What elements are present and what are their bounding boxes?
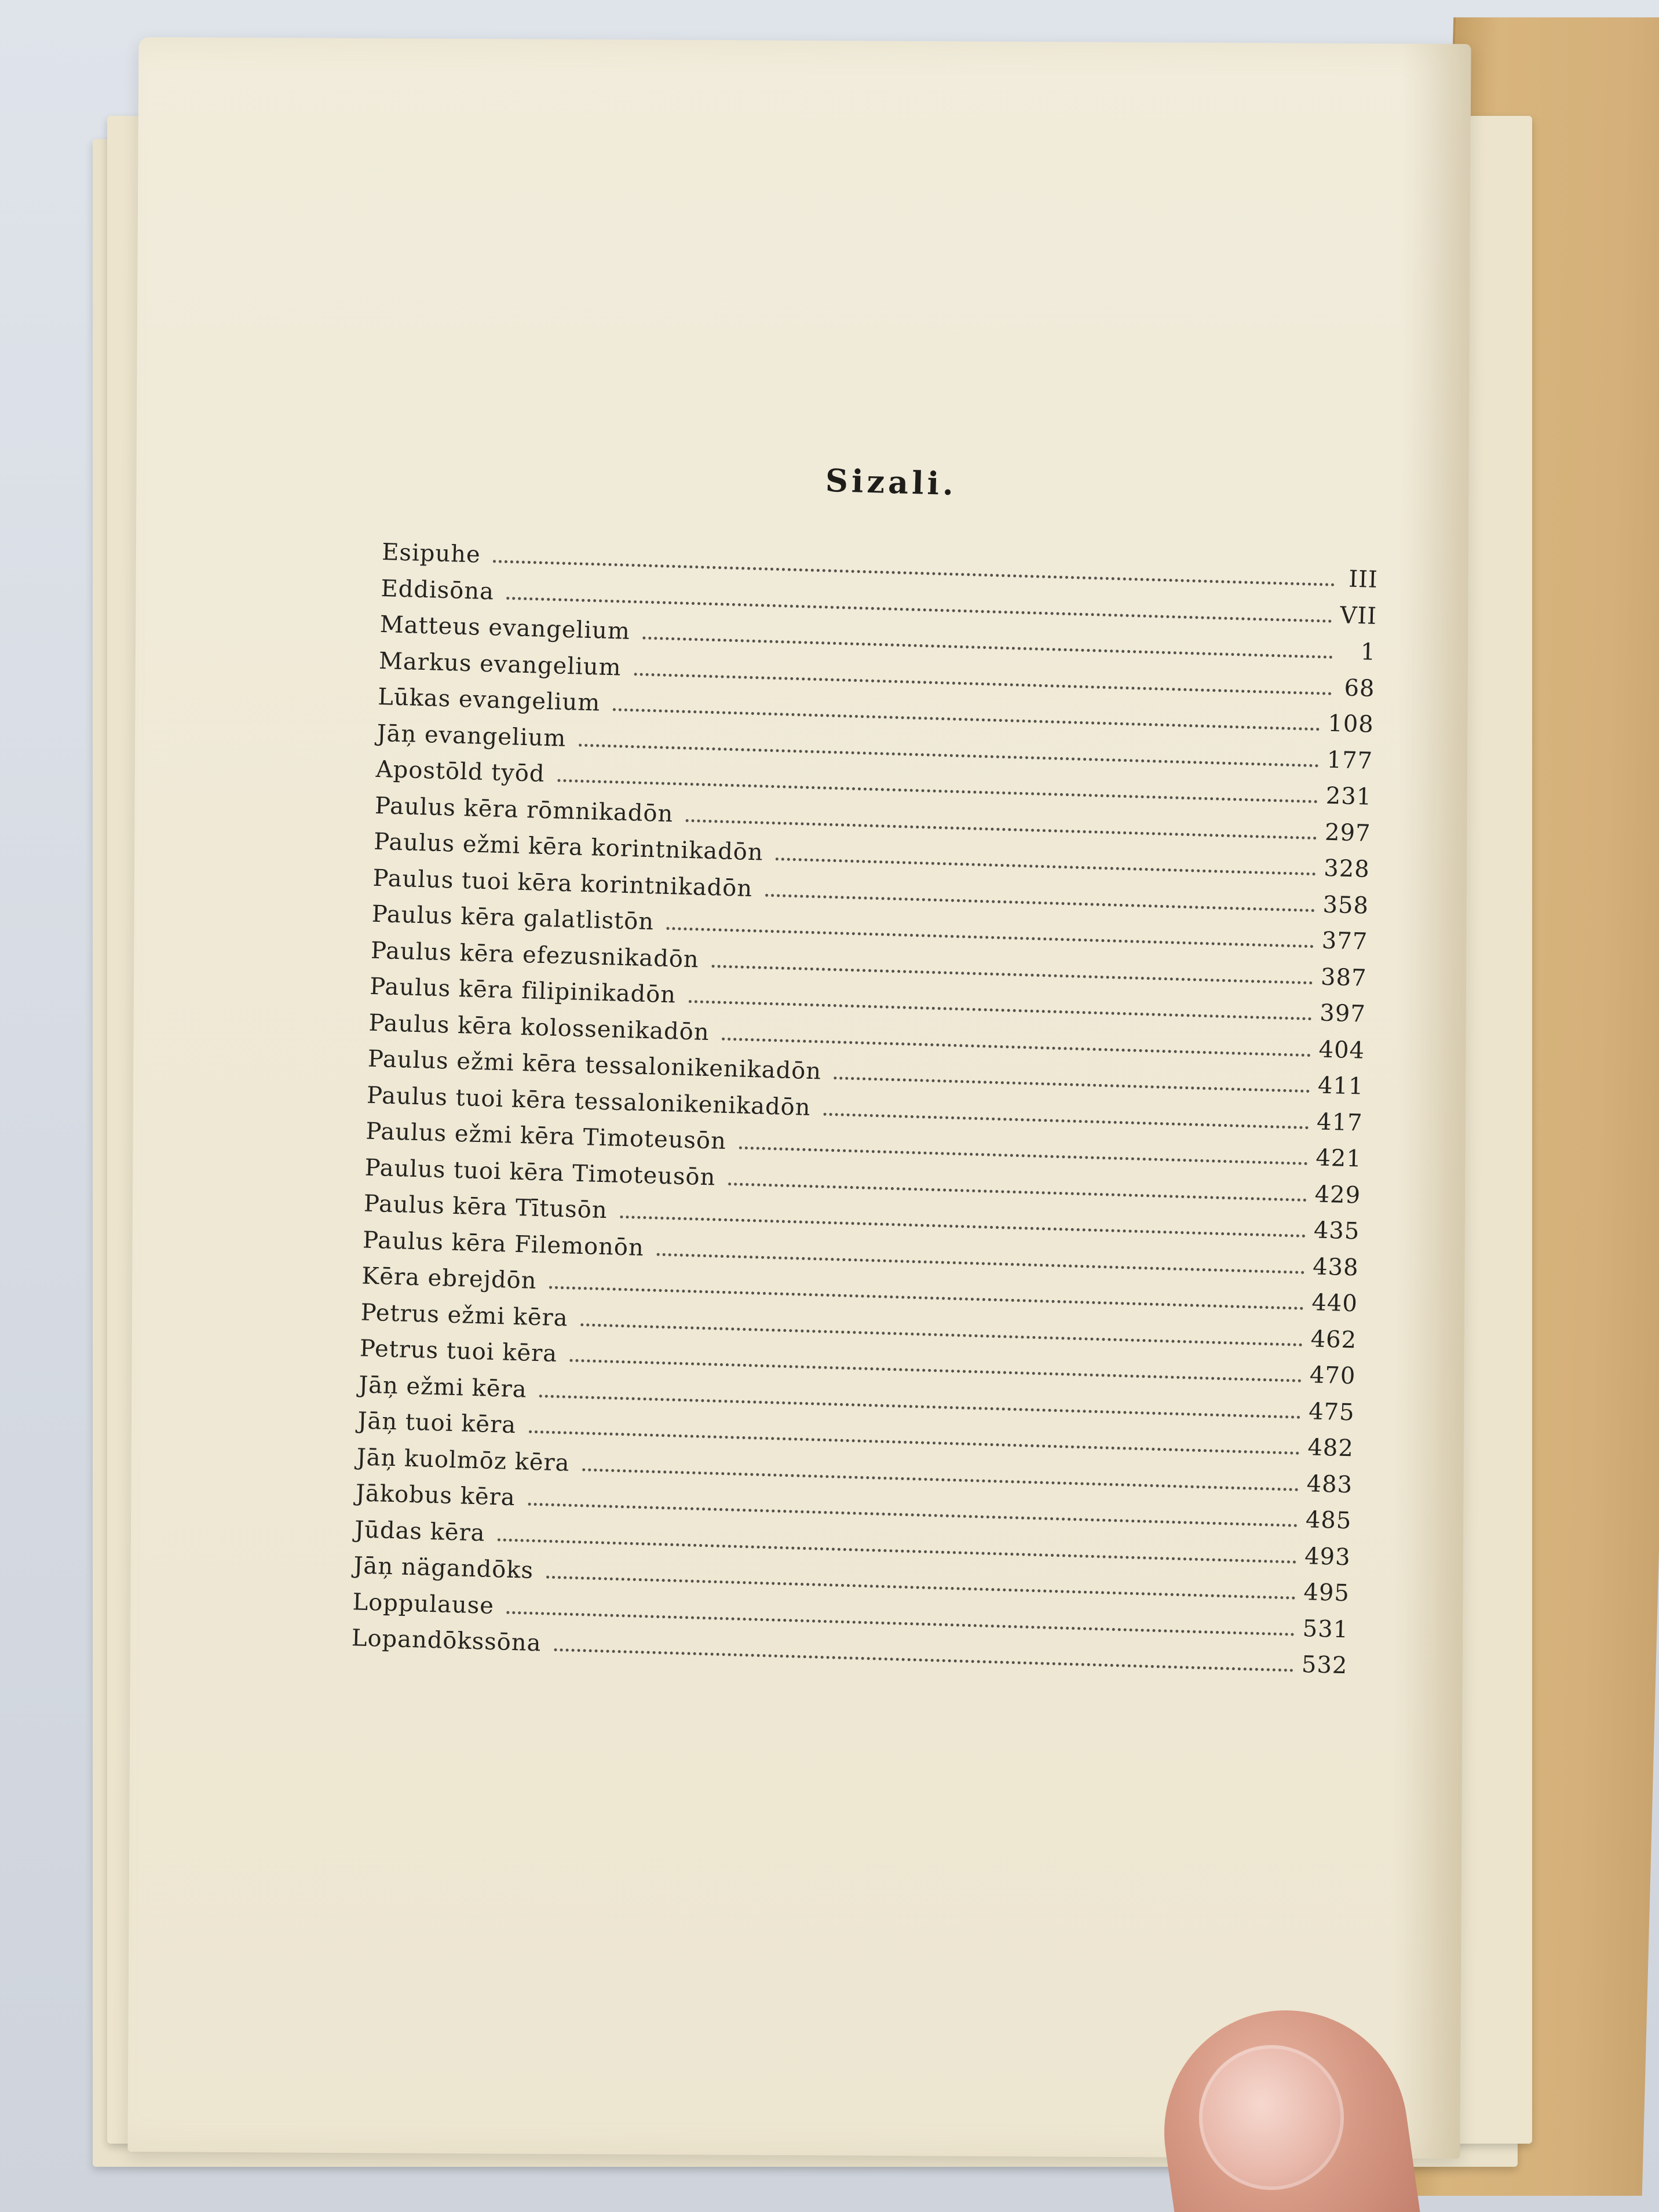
toc-entry-page: 297 (1324, 819, 1372, 847)
toc-entry-page: 532 (1301, 1651, 1348, 1680)
toc-entry-page: 475 (1308, 1397, 1355, 1426)
toc-entry-page: 438 (1312, 1253, 1360, 1282)
toc-entry-title: Eddisōna (380, 575, 495, 605)
dot-leader (557, 779, 1318, 804)
toc-entry-title: Paulus ežmi kēra Timoteusōn (365, 1118, 727, 1155)
toc-entry-page: 485 (1305, 1506, 1352, 1535)
toc-entry-page: 440 (1311, 1289, 1358, 1317)
dot-leader (579, 743, 1318, 767)
dot-leader (667, 927, 1314, 948)
toc-entry-page: 435 (1313, 1217, 1360, 1245)
table-of-contents (351, 539, 1378, 1689)
dot-leader (529, 1430, 1300, 1455)
toc-entry-page: 231 (1325, 782, 1372, 811)
dot-leader (528, 1503, 1298, 1527)
dot-leader (722, 1037, 1310, 1056)
toc-entry-page: 483 (1306, 1470, 1353, 1498)
dot-leader (546, 1576, 1296, 1600)
toc-entry-page: 417 (1316, 1108, 1364, 1137)
dot-leader (549, 1286, 1303, 1310)
toc-entry-title: Petrus tuoi kēra (359, 1335, 558, 1367)
toc-entry-page: VII (1339, 601, 1377, 630)
toc-entry-title: Paulus ežmi kēra korintnikadōn (373, 828, 764, 866)
toc-entry-page: 377 (1321, 927, 1368, 955)
dot-leader (580, 1323, 1302, 1346)
toc-entry-title: Paulus tuoi kēra tessalonikenikadōn (366, 1082, 812, 1121)
dot-leader (776, 857, 1315, 875)
toc-entry-page: 358 (1322, 891, 1369, 919)
dot-leader (689, 1000, 1312, 1020)
dot-leader (582, 1468, 1298, 1491)
page-title: Sizali. (825, 461, 958, 503)
dot-leader (656, 1253, 1304, 1273)
dot-leader (634, 673, 1332, 695)
toc-entry-title: Jāņ tuoi kēra (357, 1407, 517, 1439)
toc-entry-title: Matteus evangelium (379, 611, 631, 645)
dot-leader (539, 1395, 1300, 1419)
toc-entry-page: III (1348, 565, 1379, 594)
toc-entry-title: Lopandōkssōna (351, 1625, 542, 1657)
toc-entry-page: 429 (1314, 1180, 1361, 1209)
toc-entry-title: Paulus kēra galatlistōn (371, 900, 655, 936)
toc-entry-title: Kēra ebrejdōn (361, 1262, 538, 1294)
toc-entry-page: 177 (1326, 746, 1373, 775)
toc-entry-page: 1 (1360, 638, 1376, 666)
toc-entry-title: Jāņ kuolmōz kēra (356, 1443, 571, 1477)
toc-entry-page: 462 (1310, 1325, 1357, 1353)
toc-entry-title: Apostōld tyōd (375, 755, 546, 787)
toc-entry-title: Paulus kēra Filemonōn (362, 1227, 645, 1261)
toc-entry-title: Petrus ežmi kēra (360, 1298, 569, 1331)
toc-entry-title: Paulus kēra filipinikadōn (369, 973, 677, 1009)
dot-leader (613, 708, 1320, 731)
dot-leader (686, 819, 1317, 839)
toc-entry-title: Esipuhe (381, 539, 481, 568)
toc-entry-page: 387 (1320, 963, 1368, 992)
toc-entry-title: Jāņ nägandōks (353, 1552, 534, 1584)
toc-entry-page: 397 (1319, 999, 1366, 1028)
dot-leader (620, 1215, 1306, 1238)
toc-entry-title: Paulus kēra efezusnikadōn (370, 937, 700, 973)
dot-leader (728, 1182, 1306, 1202)
toc-entry-page: 404 (1318, 1035, 1365, 1064)
dot-leader (642, 637, 1333, 659)
toc-entry-page: 470 (1309, 1361, 1356, 1390)
toc-entry-title: Paulus kēra Tītusōn (363, 1190, 608, 1224)
toc-entry-title: Jāņ evangelium (376, 720, 567, 752)
toc-entry-title: Paulus tuoi kēra korintnikadōn (372, 864, 753, 902)
toc-entry-page: 493 (1304, 1542, 1351, 1571)
toc-entry-title: Markus evangelium (378, 647, 622, 681)
dot-leader (834, 1076, 1310, 1093)
dot-leader (711, 965, 1313, 984)
toc-entry-title: Paulus kēra rōmnikadōn (374, 792, 674, 827)
toc-entry-title: Loppulause (352, 1588, 495, 1619)
toc-entry-title: Paulus kēra kolossenikadōn (368, 1009, 710, 1046)
toc-entry-page: 495 (1303, 1579, 1350, 1607)
dot-leader (765, 893, 1315, 911)
toc-entry-title: Paulus tuoi kēra Timoteusōn (364, 1154, 717, 1191)
toc-entry-page: 328 (1323, 855, 1371, 883)
toc-entry-page: 411 (1317, 1072, 1364, 1100)
toc-entry-page: 108 (1327, 710, 1375, 738)
dot-leader (554, 1648, 1293, 1672)
dot-leader (739, 1147, 1307, 1165)
toc-entry-title: Jākobus kēra (355, 1480, 516, 1512)
toc-entry-page: 531 (1302, 1615, 1349, 1643)
toc-entry-page: 68 (1343, 674, 1376, 702)
toc-entry-title: Lūkas evangelium (377, 683, 601, 717)
toc-entry-title: Paulus ežmi kēra tessalonikenikadōn (367, 1045, 822, 1085)
toc-entry-title: Jāņ ežmi kēra (358, 1371, 528, 1403)
toc-entry-title: Jūdas kēra (354, 1516, 486, 1547)
toc-entry-page: 421 (1315, 1144, 1362, 1173)
dot-leader (570, 1359, 1302, 1382)
toc-entry-page: 482 (1307, 1434, 1354, 1462)
dot-leader (823, 1112, 1309, 1129)
